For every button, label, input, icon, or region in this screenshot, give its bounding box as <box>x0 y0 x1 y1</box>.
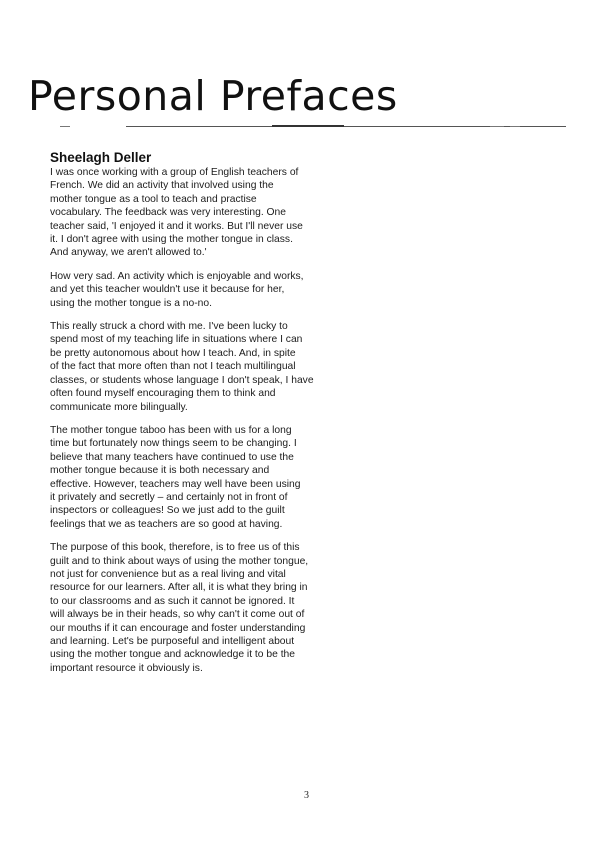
text-line: and yet this teacher wouldn't use it because for her, <box>50 284 285 296</box>
text-line: The mother tongue taboo has been with us for a long <box>50 424 292 436</box>
rule-fragment <box>490 126 504 127</box>
text-line: of the fact that more often than not I teach multilingual <box>50 361 296 373</box>
text-line: communicate more bilingually. <box>50 401 188 413</box>
text-line: will always be in their heads, so why can't it come out of <box>50 609 305 621</box>
text-line: resource for our learners. After all, it is what they bring in <box>50 582 308 594</box>
text-line: mother tongue as a tool to teach and practise <box>50 193 257 205</box>
text-line: feelings that we as teachers are so good at having. <box>50 518 283 530</box>
text-line: not just for convenience but as a real living and vital <box>50 568 286 580</box>
text-line: vocabulary. The feedback was very interesting. One <box>50 207 286 219</box>
text-line: important resource it obviously is. <box>50 662 203 674</box>
text-line: And anyway, we aren't allowed to.' <box>50 247 207 259</box>
text-line: effective. However, teachers may well have been using <box>50 478 301 490</box>
text-line: spend most of my teaching life in situations where I can <box>50 334 303 346</box>
paragraph <box>50 541 309 675</box>
text-line: using the mother tongue is a no-no. <box>50 297 212 309</box>
text-line: guilt and to think about ways of using the mother tongue, <box>50 555 309 567</box>
text-line: it. I don't agree with using the mother tongue in class. <box>50 234 293 246</box>
text-line: be pretty autonomous about how I teach. And, in spite <box>50 347 296 359</box>
text-line: mother tongue because it is both necessary and <box>50 465 270 477</box>
text-line: and learning. Let's be purposeful and intelligent about <box>50 636 295 647</box>
paragraph <box>50 424 300 531</box>
text-line: believe that many teachers have continued to use the <box>50 451 294 463</box>
text-line: classes, or students whose language I don't speak, I have <box>50 374 314 386</box>
text-line: it privately and secretly – and certainly not in front of <box>50 491 288 503</box>
paragraph <box>50 270 304 310</box>
page-title: Personal Prefaces <box>28 72 398 120</box>
text-line: inspectors or colleagues! So we just add to the guilt <box>50 505 285 517</box>
text-line: This really struck a chord with me. I've been lucky to <box>50 321 288 333</box>
text-line: to our classrooms and as such it cannot be ignored. It <box>50 595 295 607</box>
text-line: I was once working with a group of English teachers of <box>50 167 299 178</box>
paragraph <box>50 166 303 260</box>
body-text <box>50 166 314 685</box>
rule-fragment <box>510 126 520 127</box>
page-number: 3 <box>304 790 309 801</box>
paragraph <box>50 320 314 414</box>
text-line: using the mother tongue and acknowledge it to be the <box>50 649 296 661</box>
text-line: The purpose of this book, therefore, is to free us of this <box>50 542 300 554</box>
text-line: often found myself encouraging them to think and <box>50 388 276 400</box>
text-line: time but fortunately now things seem to be changing. I <box>50 438 297 450</box>
rule-fragment <box>60 126 70 127</box>
author-name: Sheelagh Deller <box>50 150 152 165</box>
text-line: teacher said, 'I enjoyed it and it works. But I'll never use <box>50 220 303 232</box>
text-line: How very sad. An activity which is enjoyable and works, <box>50 270 304 282</box>
title-underline-accent <box>272 125 344 127</box>
text-line: French. We did an activity that involved using the <box>50 180 274 192</box>
text-line: our mouths if it can encourage and foster understanding <box>50 622 306 634</box>
